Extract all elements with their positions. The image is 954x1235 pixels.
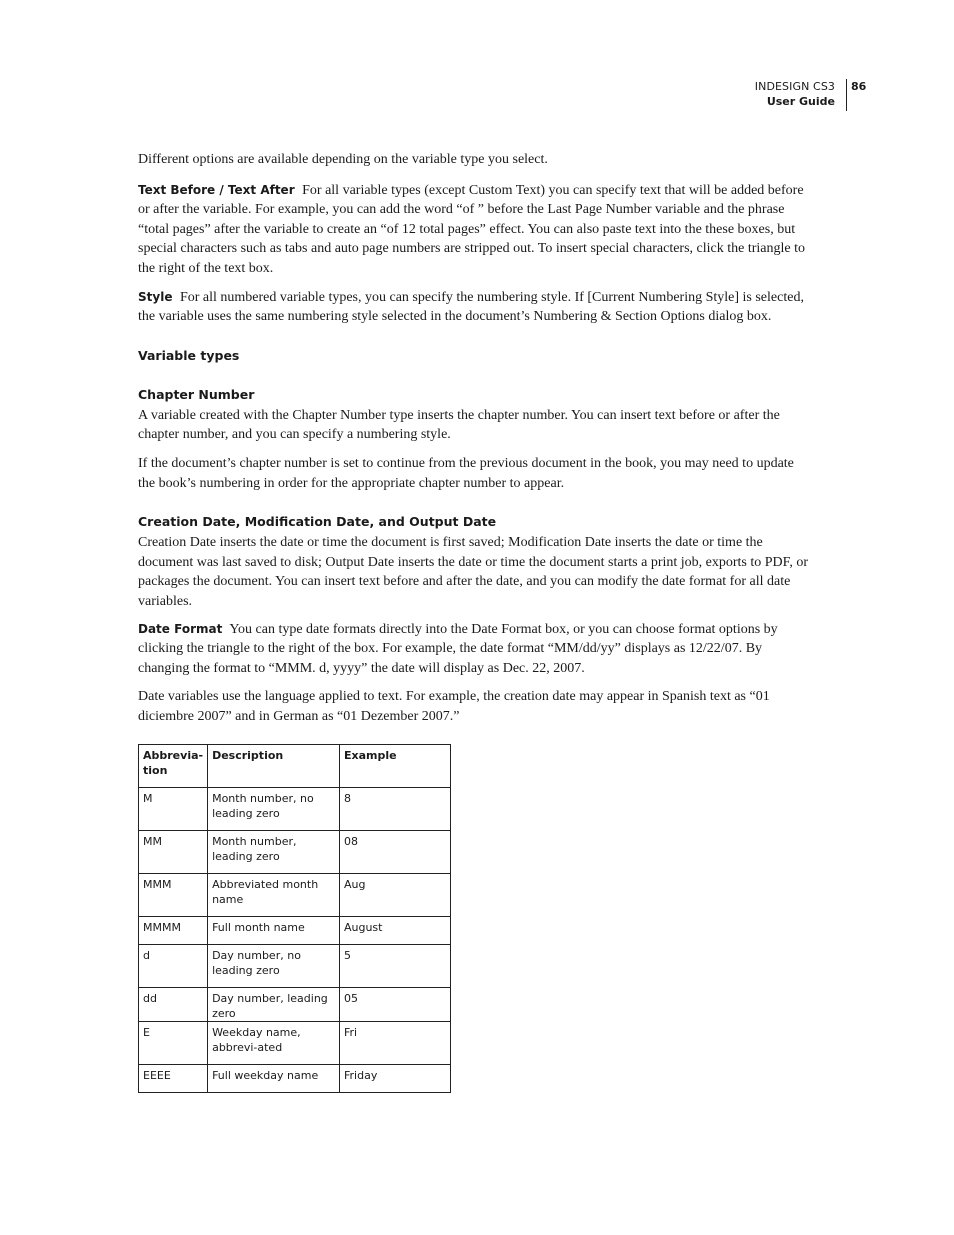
cell-description: Weekday name, abbrevi-ated xyxy=(208,1022,340,1065)
dates-paragraph-1: Creation Date inserts the date or time the document is first saved; Modification Date inserts the date or time the document was last saved to disk; Output Date inserts the date or time the document starts a print job, exports to PDF, or packages the document. You can insert text before and after the date, and you can modify the date format for all date variables. xyxy=(138,535,808,609)
option-description: You can type date formats directly into the Date Format box, or you can choose format options by clicking the triangle to the right of the box. For example, the date format “MM/dd/yy” displays as 12/22/07. By changing the format to “MMM. d, yyyy” the date will display as Dec. 22, 2007. xyxy=(138,621,778,676)
chapter-paragraph-2: If the document’s chapter number is set to continue from the previous document in the book, you may need to update the book’s numbering in order for the appropriate chapter number to appear. xyxy=(138,455,794,491)
table-row xyxy=(139,1022,451,1065)
cell-abbreviation: MMM xyxy=(139,874,208,917)
chapter-paragraph-1: A variable created with the Chapter Number type inserts the chapter number. You can insert text before or after the chapter number, and you can specify a numbering style. xyxy=(138,407,780,443)
cell-abbreviation: EEEE xyxy=(139,1065,208,1093)
cell-abbreviation: MM xyxy=(139,831,208,874)
cell-description: Day number, no leading zero xyxy=(208,945,340,988)
date-format-option xyxy=(138,620,814,679)
cell-description: Month number, no leading zero xyxy=(208,788,340,831)
option-term: Style xyxy=(138,289,173,304)
subsection-heading-dates: Creation Date, Modification Date, and Output Date xyxy=(138,514,497,530)
cell-description: Abbreviated month name xyxy=(208,874,340,917)
date-format-table xyxy=(138,744,451,1093)
cell-example: 05 xyxy=(339,988,450,1022)
cell-abbreviation: MMMM xyxy=(139,917,208,945)
cell-example: Friday xyxy=(339,1065,450,1093)
cell-abbreviation: M xyxy=(139,788,208,831)
cell-abbreviation: E xyxy=(139,1022,208,1065)
cell-example: Aug xyxy=(339,874,450,917)
option-term: Text Before / Text After xyxy=(138,182,295,197)
section-heading: Variable types xyxy=(138,347,240,363)
page-number: 86 xyxy=(851,80,867,93)
product-name: INDESIGN CS3 xyxy=(754,80,835,93)
table-header-row xyxy=(139,745,451,788)
column-header-description: Description xyxy=(208,745,340,788)
cell-abbreviation: dd xyxy=(139,988,208,1022)
table-row xyxy=(139,874,451,917)
column-header-abbreviation: Abbrevia- tion xyxy=(139,745,208,788)
header-titles xyxy=(755,79,835,109)
header-divider xyxy=(846,79,847,111)
column-header-example: Example xyxy=(339,745,450,788)
page-body xyxy=(138,150,814,726)
guide-name: User Guide xyxy=(766,95,835,108)
table-row xyxy=(139,1065,451,1093)
intro-paragraph: Different options are available depending on the variable type you select. xyxy=(138,152,548,167)
cell-description: Day number, leading zero xyxy=(208,988,340,1022)
cell-description: Month number, leading zero xyxy=(208,831,340,874)
cell-example: 5 xyxy=(339,945,450,988)
option-style xyxy=(138,288,814,327)
running-header xyxy=(700,79,847,111)
cell-example: 8 xyxy=(339,788,450,831)
cell-example: Fri xyxy=(339,1022,450,1065)
subsection-heading-chapter: Chapter Number xyxy=(138,386,255,402)
cell-description: Full month name xyxy=(208,917,340,945)
table-row xyxy=(139,831,451,874)
dates-paragraph-3: Date variables use the language applied to text. For example, the creation date may appear in Spanish text as “01 diciembre 2007” and in German as “01 Dezember 2007.” xyxy=(138,689,770,724)
option-description: For all numbered variable types, you can specify the numbering style. If [Current Numbering Style] is selected, the variable uses the same numbering style selected in the document’s Numbering & Section Options dialog box. xyxy=(138,289,804,325)
cell-example: 08 xyxy=(339,831,450,874)
cell-example: August xyxy=(339,917,450,945)
cell-description: Full weekday name xyxy=(208,1065,340,1093)
table-row xyxy=(139,917,451,945)
option-text-before-after xyxy=(138,181,814,279)
table-row xyxy=(139,988,451,1022)
option-term: Date Format xyxy=(138,621,223,636)
cell-abbreviation: d xyxy=(139,945,208,988)
table-row xyxy=(139,945,451,988)
option-description: For all variable types (except Custom Text) you can specify text that will be added before or after the variable. For example, you can add the word “of ” before the Last Page Number variable and the phrase “total pages” after the variable to create an “of 12 total pages” effect. You can also paste text into the these boxes, but special characters such as tabs and auto page numbers are stripped out. To insert special characters, click the triangle to the right of the text box. xyxy=(138,182,806,276)
table-row xyxy=(139,788,451,831)
